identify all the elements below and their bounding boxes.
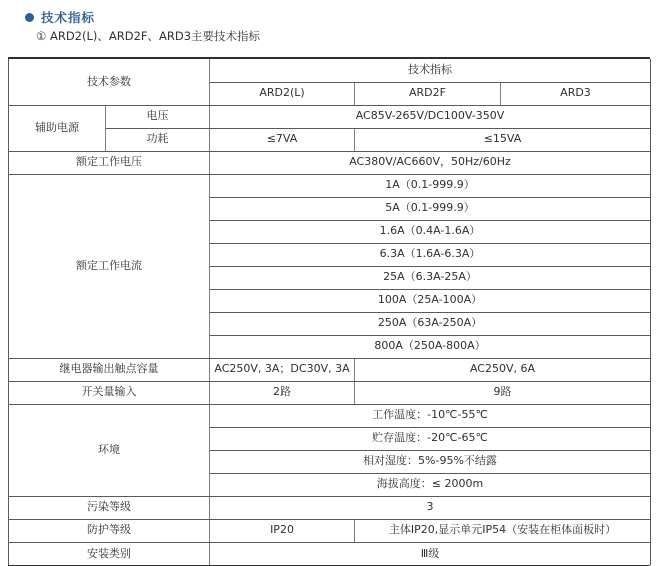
power-other: ≤15VA xyxy=(355,128,651,151)
environment-label: 环境 xyxy=(9,404,210,496)
spec-table-wrap xyxy=(8,57,650,566)
protection-ard2l: IP20 xyxy=(210,519,355,542)
voltage-label: 电压 xyxy=(106,105,210,128)
table-row xyxy=(9,381,651,404)
environment-value: 海拔高度：≤ 2000m xyxy=(210,473,651,496)
page-subtitle: ① ARD2(L)、ARD2F、ARD3主要技术指标 xyxy=(36,29,261,43)
switch-input-other: 9路 xyxy=(355,381,651,404)
rated-current-value: 25A（6.3A-25A） xyxy=(210,266,651,289)
table-row xyxy=(9,128,651,151)
environment-value: 工作温度：-10℃-55℃ xyxy=(210,404,651,427)
environment-value: 相对湿度：5%-95%不结露 xyxy=(210,450,651,473)
table-row xyxy=(9,404,651,427)
table-row xyxy=(9,358,651,381)
installation-value: Ⅲ级 xyxy=(210,542,651,565)
pollution-value: 3 xyxy=(210,496,651,519)
switch-input-label: 开关量输入 xyxy=(9,381,210,404)
protection-other: 主体IP20,显示单元IP54（安装在柜体面板时） xyxy=(355,519,651,542)
table-row xyxy=(9,105,651,128)
rated-current-value: 800A（250A-800A） xyxy=(210,335,651,358)
table-row xyxy=(9,519,651,542)
table-row xyxy=(9,542,651,565)
switch-input-ard2l: 2路 xyxy=(210,381,355,404)
aux-power-label: 辅助电源 xyxy=(9,105,106,151)
model-ard3: ARD3 xyxy=(501,82,651,105)
installation-label: 安装类别 xyxy=(9,542,210,565)
rated-current-value: 1.6A（0.4A-1.6A） xyxy=(210,220,651,243)
rated-current-label: 额定工作电流 xyxy=(9,174,210,358)
rated-current-value: 250A（63A-250A） xyxy=(210,312,651,335)
table-row xyxy=(9,151,651,174)
environment-value: 贮存温度：-20℃-65℃ xyxy=(210,427,651,450)
voltage-value: AC85V-265V/DC100V-350V xyxy=(210,105,651,128)
header-indicator-label: 技术指标 xyxy=(210,59,651,82)
table-row xyxy=(9,59,651,82)
rated-current-value: 1A（0.1-999.9） xyxy=(210,174,651,197)
rated-current-value: 6.3A（1.6A-6.3A） xyxy=(210,243,651,266)
spec-table xyxy=(8,59,651,565)
protection-label: 防护等级 xyxy=(9,519,210,542)
relay-output-other: AC250V, 6A xyxy=(355,358,651,381)
table-row xyxy=(9,496,651,519)
table-row xyxy=(9,174,651,197)
model-ard2l: ARD2(L) xyxy=(210,82,355,105)
header-param-label: 技术参数 xyxy=(9,59,210,105)
rated-current-value: 100A（25A-100A） xyxy=(210,289,651,312)
model-ard2f: ARD2F xyxy=(355,82,501,105)
relay-output-ard2l: AC250V, 3A；DC30V, 3A xyxy=(210,358,355,381)
relay-output-label: 继电器输出触点容量 xyxy=(9,358,210,381)
bullet-icon xyxy=(25,13,34,22)
section-title xyxy=(25,8,95,26)
rated-voltage-value: AC380V/AC660V，50Hz/60Hz xyxy=(210,151,651,174)
rated-current-value: 5A（0.1-999.9） xyxy=(210,197,651,220)
rated-voltage-label: 额定工作电压 xyxy=(9,151,210,174)
power-label: 功耗 xyxy=(106,128,210,151)
power-ard2l: ≤7VA xyxy=(210,128,355,151)
page-title: 技术指标 xyxy=(41,10,96,25)
pollution-label: 污染等级 xyxy=(9,496,210,519)
